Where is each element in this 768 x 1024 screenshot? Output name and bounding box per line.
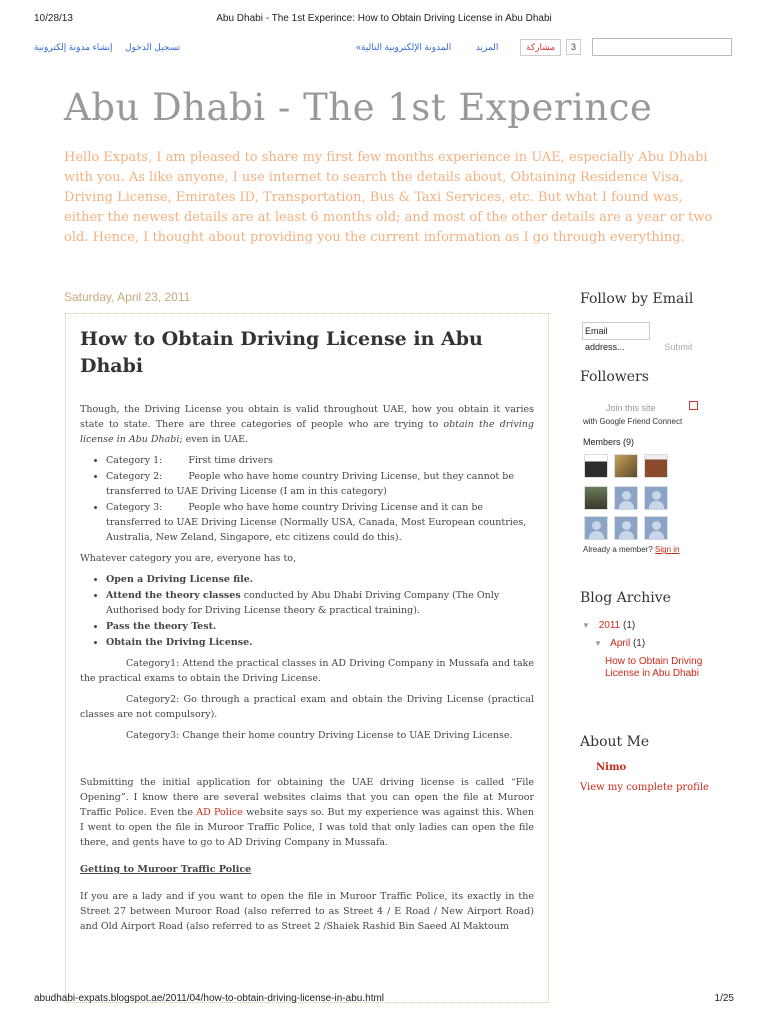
archive-year-link[interactable]: 2011 [598, 620, 621, 631]
print-date: 10/28/13 [34, 13, 73, 24]
blog-archive-widget [580, 590, 730, 606]
steps-list [94, 572, 534, 650]
category-label: Category 1: [106, 455, 163, 466]
lady-paragraph: If you are a lady and if you want to open the file in Muroor Traffic Police, its exactly in the Street 27 between Muroor Road (also referred to as Street 4 / E Road / New Airport Road) and Old Airport Road (also referred to as Street 2 /Shaiek Rashid Bin Saeed Al Maktoum [80, 891, 534, 932]
view-profile-link[interactable]: View my complete profile [580, 782, 709, 793]
join-site-link[interactable]: Join this site [606, 403, 656, 413]
sign-in-link-sidebar[interactable]: Sign in [655, 545, 680, 554]
avatar[interactable] [614, 486, 638, 510]
print-page-number: 1/25 [714, 993, 734, 1004]
list-item [106, 469, 534, 499]
whatever-text: Whatever category you are, everyone has to, [80, 553, 297, 564]
category-note [80, 656, 534, 686]
archive-month-link[interactable]: April [610, 638, 631, 649]
blog-title[interactable]: Abu Dhabi - The 1st Experince [64, 86, 653, 129]
archive-month-count: (1) [632, 638, 646, 649]
list-item [106, 635, 534, 650]
submit-paragraph [80, 775, 534, 850]
members-count: Members (9) [583, 437, 635, 447]
external-link-icon[interactable] [689, 401, 698, 410]
avatar[interactable] [584, 486, 608, 510]
subheading-text: Getting to Muroor Traffic Police [80, 864, 252, 875]
archive-year [582, 620, 635, 631]
step-title: Pass the theory Test. [106, 621, 217, 632]
blog-description: Hello Expats, I am pleased to share my first few months experience in UAE, especially Abu Dhabi with you. As like anyone, I use internet to search the details about, Obtaining Residence Visa, Driving License, Emirates ID, Transportation, Bus & Taxi Services, etc. But what I found was, either the newest details are at least 6 months old; and most of the other details are a year or two old. Hence, I thought about providing you the current information as I go through everything. [64, 150, 713, 245]
note-text: Category1: Attend the practical classes in AD Driving Company in Mussafa and take the practical exams to obtain the Driving License. [80, 658, 534, 684]
archive-post-link[interactable]: How to Obtain Driving License in Abu Dhabi [605, 656, 703, 679]
intro-emphasis: obtain the driving license in Abu Dhabi [80, 419, 534, 445]
next-blog-link[interactable]: المدونة الإلكترونية التالية» [356, 42, 452, 52]
triangle-down-icon[interactable]: ▼ [594, 639, 602, 648]
gfc-text: with Google Friend Connect [583, 417, 683, 426]
category-text: First time drivers [188, 455, 273, 466]
print-url: abudhabi-expats.blogspot.ae/2011/04/how-to-obtain-driving-license-in-abu.html [34, 993, 385, 1004]
post-date: Saturday, April 23, 2011 [64, 290, 191, 304]
already-member [583, 545, 680, 554]
navbar-blog-links [334, 42, 498, 53]
create-blog-link[interactable]: إنشاء مدونة إلكترونية [34, 42, 113, 52]
intro-text: Though, the Driving License you obtain is valid throughout UAE, how you obtain it varies state to state. There are three categories of people who are trying to [80, 404, 534, 430]
more-link[interactable]: المزيد [475, 42, 499, 52]
navbar-account-links [34, 42, 190, 53]
para-text: Submitting the initial application for obtaining the UAE driving license is called “File Opening”. I know there are several websites claims that you can open the file at Muroor Traffic Police. Even the [80, 777, 534, 818]
note-text: Category2: Go through a practical exam and obtain the Driving License (practical classes are not compulsory). [80, 694, 534, 720]
post-title: How to Obtain Driving License in Abu Dhabi [80, 328, 483, 377]
share-count: 3 [566, 39, 581, 55]
list-item [106, 619, 534, 634]
post-intro [80, 402, 534, 447]
para-text: website says so. But my experience was against this. When I went to open the file in Muroor Traffic Police, I was told that only ladies can open the file there, and gents have to go to AD Driving Company in Mussafa. [80, 807, 534, 848]
note-text: Category3: Change their home country Driving License to UAE Driving License. [126, 730, 513, 741]
archive-year-count: (1) [623, 620, 636, 631]
avatar[interactable] [614, 516, 638, 540]
list-item [106, 500, 534, 545]
about-me-widget [580, 734, 730, 750]
category-text: People who have home country Driving License, but they cannot be transferred to UAE Driving License (I am in this category) [106, 471, 514, 497]
blogger-navbar [34, 36, 734, 60]
already-text: Already a member? [583, 545, 653, 554]
ad-police-link[interactable]: AD Police [196, 807, 243, 818]
category-note [80, 728, 534, 743]
followers-widget [580, 369, 730, 385]
list-item [106, 453, 534, 468]
navbar-search-input[interactable] [592, 38, 732, 56]
avatar[interactable] [584, 516, 608, 540]
blog-archive-title: Blog Archive [580, 590, 671, 606]
category-label: Category 2: [106, 471, 163, 482]
avatar[interactable] [584, 454, 608, 478]
list-item [106, 588, 534, 618]
share-button[interactable]: مشاركة [520, 39, 561, 56]
author-name[interactable]: Nimo [596, 762, 627, 773]
step-text: conducted by Abu Dhabi Driving Company (The Only Authorised body for Driving License theory & practical training). [106, 590, 500, 616]
follow-email-widget [580, 291, 730, 307]
follow-email-title: Follow by Email [580, 291, 694, 307]
step-title: Obtain the Driving License. [106, 637, 253, 648]
submit-button[interactable]: Submit [664, 342, 693, 352]
triangle-down-icon[interactable]: ▼ [582, 621, 590, 630]
email-subscribe-row [582, 322, 692, 355]
archive-month [594, 638, 645, 649]
followers-title: Followers [580, 369, 649, 385]
print-header [0, 13, 768, 29]
category-list [94, 453, 534, 545]
sign-in-link[interactable]: تسجيل الدخول [125, 42, 181, 52]
archive-post [605, 656, 710, 680]
list-item [106, 572, 534, 587]
intro-text-end: ; even in UAE. [179, 434, 249, 445]
about-me-title: About Me [580, 734, 650, 750]
avatar[interactable] [614, 454, 638, 478]
category-text: People who have home country Driving License and it can be transferred to UAE Driving License (Normally USA, Canada, Most European countries, Australia, New Zeland, Singapore, etc citizens could do this). [106, 502, 527, 543]
category-note [80, 692, 534, 722]
avatar[interactable] [644, 486, 668, 510]
print-page-title: Abu Dhabi - The 1st Experince: How to Obtain Driving License in Abu Dhabi [216, 13, 552, 24]
subheading [80, 862, 534, 877]
email-field[interactable]: Email address... [582, 322, 650, 340]
avatar[interactable] [644, 454, 668, 478]
step-title: Open a Driving License file. [106, 574, 254, 585]
category-label: Category 3: [106, 502, 163, 513]
post-body [65, 313, 549, 1003]
step-title: Attend the theory classes [106, 590, 241, 601]
avatar[interactable] [644, 516, 668, 540]
